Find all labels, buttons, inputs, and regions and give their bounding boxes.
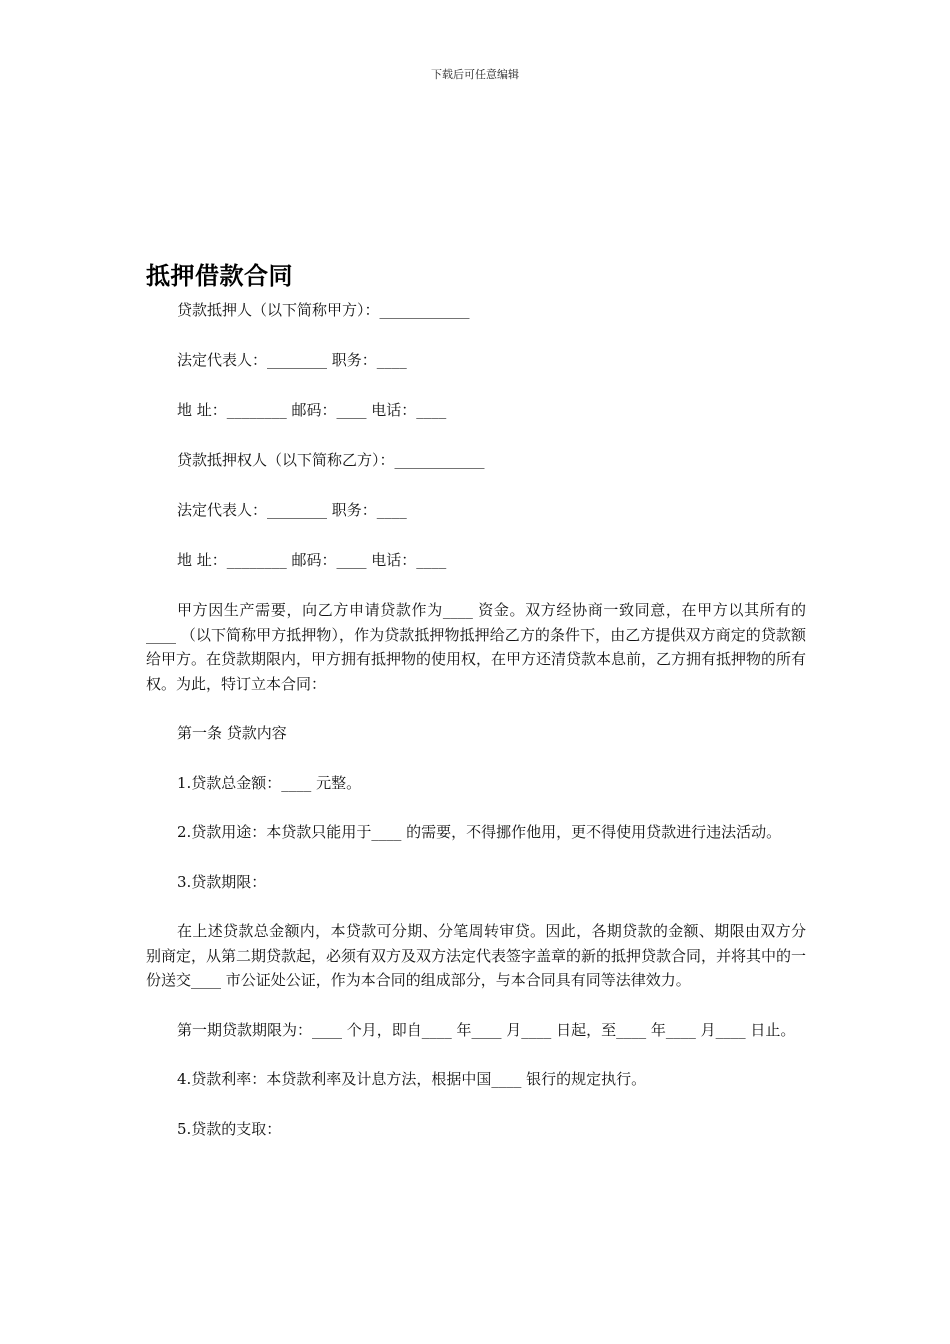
article-1-item-4: 4.贷款利率：本贷款利率及计息方法，根据中国____ 银行的规定执行。 <box>177 1070 647 1088</box>
document-body <box>146 298 806 1166</box>
article-1-item-5: 5.贷款的支取： <box>177 1119 282 1138</box>
party-a-intro: 贷款抵押人（以下简称甲方）：____________ <box>177 301 470 319</box>
article-1-item-1: 1.贷款总金额：____ 元整。 <box>177 773 362 792</box>
party-b-intro: 贷款抵押权人（以下简称乙方）：____________ <box>177 451 485 469</box>
party-b-representative: 法定代表人：________ 职务：____ <box>177 501 407 519</box>
article-1-item-3-heading: 3.贷款期限： <box>177 872 267 891</box>
article-1-item-2: 2.贷款用途：本贷款只能用于____ 的需要，不得挪作他用，更不得使用贷款进行违法活动。 <box>177 823 782 841</box>
party-a-representative: 法定代表人：________ 职务：____ <box>177 351 407 369</box>
document-title: 抵押借款合同 <box>146 262 293 290</box>
article-1-heading: 第一条 贷款内容 <box>177 724 287 742</box>
party-b-address: 地 址：________ 邮码：____ 电话：____ <box>177 551 447 569</box>
article-1-item-3-period: 第一期贷款期限为：____ 个月，即自____ 年____ 月____ 日起，至____ 年____ 月____ 日止。 <box>177 1020 796 1039</box>
header-note: 下载后可任意编辑 <box>431 68 519 81</box>
preamble-paragraph: 甲方因生产需要，向乙方申请贷款作为____ 资金。双方经协商一致同意，在甲方以其所有的____ （以下简称甲方抵押物），作为贷款抵押物抵押给乙方的条件下，由乙方提供双方商定的贷款额给甲方。在贷款期限内，甲方拥有抵押物的使用权，在甲方还清贷款本息前，乙方拥有抵押物的所有权。为此，特订立本合同： <box>146 601 807 693</box>
party-a-address: 地 址：________ 邮码：____ 电话：____ <box>177 401 447 419</box>
article-1-item-3-text: 在上述贷款总金额内，本贷款可分期、分笔周转审贷。因此，各期贷款的金额、期限由双方分别商定，从第二期贷款起，必须有双方及双方法定代表签字盖章的新的抵押贷款合同，并将其中的一份送交____ 市公证处公证，作为本合同的组成部分，与本合同具有同等法律效力。 <box>146 922 807 989</box>
